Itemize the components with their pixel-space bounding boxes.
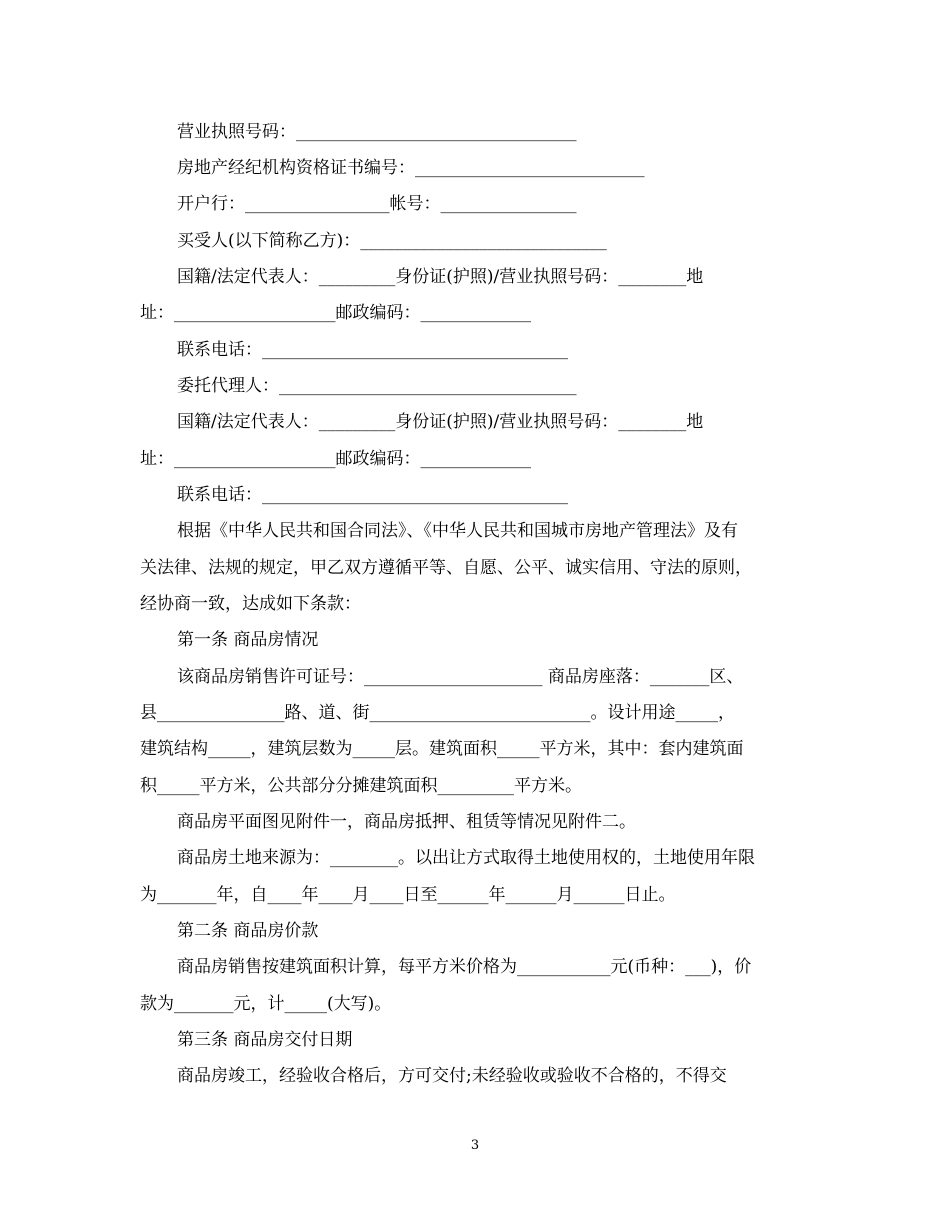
agent-phone-line: 联系电话：____________________________________: [177, 485, 568, 505]
article-1-line-4: 积_____平方米，公共部分分摊建筑面积_________平方米。: [140, 776, 582, 796]
article-1-line-3: 建筑结构_____，建筑层数为_____层。建筑面积_____平方米，其中：套内建筑面: [140, 739, 744, 759]
agent-line: 委托代理人：___________________________________: [177, 376, 577, 396]
article-2-heading: 第二条 商品房价款: [177, 921, 319, 941]
article-1-heading: 第一条 商品房情况: [177, 630, 319, 650]
article-1-attachments-line: 商品房平面图见附件一，商品房抵押、租赁等情况见附件二。: [177, 812, 636, 832]
buyer-line: 买受人(以下简称乙方)：_____________________________: [177, 231, 607, 251]
buyer-phone-line: 联系电话：____________________________________: [177, 340, 568, 360]
agency-certificate-line: 房地产经纪机构资格证书编号：___________________________: [177, 158, 645, 178]
article-2-line-2: 款为_______元，计_____(大写)。: [140, 994, 392, 1014]
agent-address-line: 址：___________________邮政编码：_____________: [140, 449, 531, 469]
preamble-line-2: 关法律、法规的规定，甲乙双方遵循平等、自愿、公平、诚实信用、守法的原则，: [140, 558, 752, 578]
article-1-line-2: 县_______________路、道、街__________________________。设计用途_____，: [140, 703, 735, 723]
preamble-line-1: 根据《中华人民共和国合同法》、《中华人民共和国城市房地产管理法》及有: [177, 521, 738, 541]
agent-nationality-line: 国籍/法定代表人：_________身份证(护照)/营业执照号码：________地: [177, 412, 704, 432]
article-1-line-1: 该商品房销售许可证号：_____________________ 商品房座落：_______区、: [177, 667, 744, 687]
land-source-line-1: 商品房土地来源为：________。以出让方式取得土地使用权的，土地使用年限: [177, 848, 755, 868]
buyer-address-line: 址：___________________邮政编码：_____________: [140, 303, 531, 323]
land-source-line-2: 为_______年，自____年____月____日至______年______月______日止。: [140, 885, 676, 905]
article-3-heading: 第三条 商品房交付日期: [177, 1030, 353, 1050]
business-license-line: 营业执照号码：_________________________________: [177, 122, 577, 142]
article-3-line-1: 商品房竣工，经验收合格后，方可交付;未经验收或验收不合格的，不得交: [177, 1066, 727, 1086]
bank-account-line: 开户行：_________________帐号：________________: [177, 194, 577, 214]
article-2-line-1: 商品房销售按建筑面积计算，每平方米价格为___________元(币种：___)，价: [177, 957, 752, 977]
page-number: 3: [470, 1138, 480, 1153]
buyer-nationality-line: 国籍/法定代表人：_________身份证(护照)/营业执照号码：________地: [177, 267, 704, 287]
preamble-line-3: 经协商一致，达成如下条款：: [140, 594, 361, 614]
